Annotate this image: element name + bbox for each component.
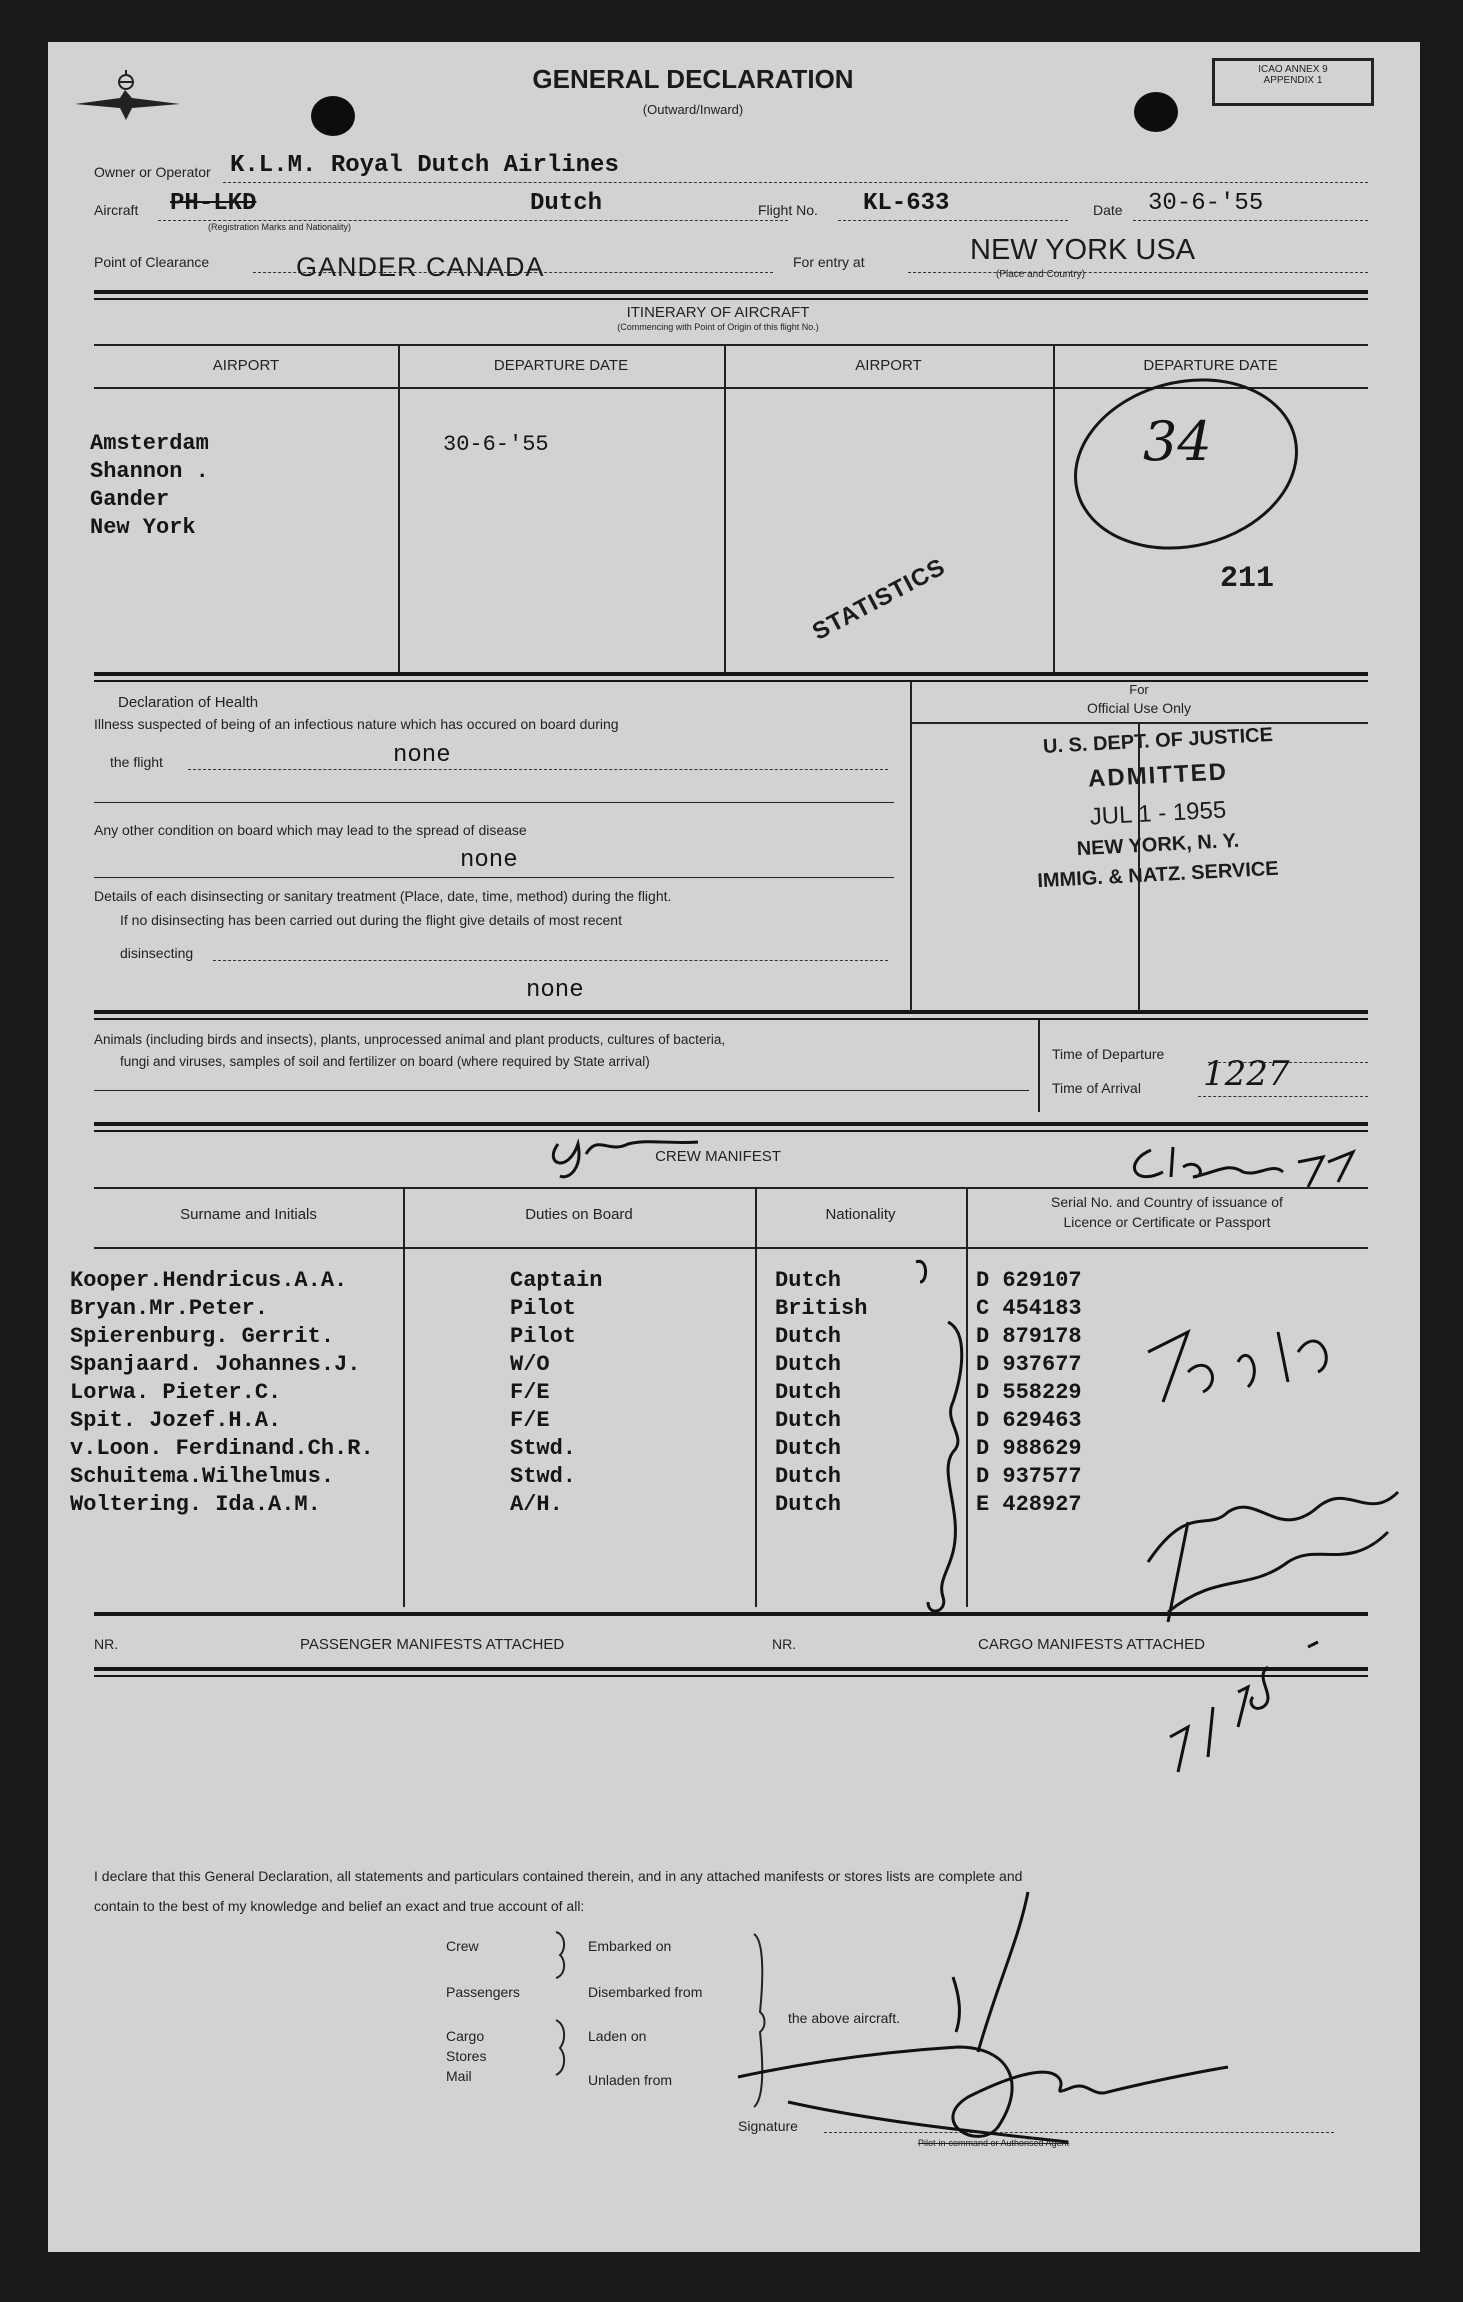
crew-cell-nationality: Dutch <box>775 1380 842 1405</box>
crew-cell-duty: F/E <box>510 1408 550 1433</box>
crew-cell-nationality: Dutch <box>775 1324 842 1349</box>
crew-cell-name: Lorwa. Pieter.C. <box>70 1380 282 1405</box>
passenger-nr-label: NR. <box>94 1636 119 1652</box>
animals-label: Animals (including birds and insects), plants, unprocessed animal and plant products, cultures of bacteria, <box>94 1032 726 1047</box>
itinerary-header-airport-2: AIRPORT <box>855 357 922 374</box>
health-title: Declaration of Health <box>118 694 259 711</box>
crew-cell-nationality: Dutch <box>775 1464 842 1489</box>
departure-time-label: Time of Departure <box>1052 1046 1165 1062</box>
crew-cell-serial: D 988629 <box>976 1436 1082 1461</box>
entry-sublabel: (Place and Country) <box>996 269 1085 280</box>
laden-item: Laden on <box>588 2028 647 2044</box>
admitted-stamp-line4: NEW YORK, N. Y. <box>1076 829 1240 861</box>
crew-cell-serial: D 629107 <box>976 1268 1082 1293</box>
clearance-label: Point of Clearance <box>94 254 210 270</box>
cargo-item: Cargo <box>446 2028 485 2044</box>
crew-cell-duty: F/E <box>510 1380 550 1405</box>
document-subtitle: (Outward/Inward) <box>642 102 744 117</box>
disembarked-item: Disembarked from <box>588 1984 703 2000</box>
itinerary-header-date-2: DEPARTURE DATE <box>1143 357 1278 374</box>
crew-cell-name: Schuitema.Wilhelmus. <box>70 1464 335 1489</box>
condition-label: Any other condition on board which may lead to the spread of disease <box>94 822 527 838</box>
date-value: 30-6-'55 <box>1148 190 1264 217</box>
admitted-stamp-line2: ADMITTED <box>1087 758 1229 793</box>
disinsect-label: Details of each disinsecting or sanitary treatment (Place, date, time, method) during the flight. <box>94 888 672 904</box>
aircraft-nationality: Dutch <box>530 190 603 217</box>
itinerary-airport-list <box>90 430 209 542</box>
crew-cell-name: Spanjaard. Johannes.J. <box>70 1352 361 1377</box>
crew-cell-duty: Stwd. <box>510 1436 577 1461</box>
crew-cell-serial: D 937577 <box>976 1464 1082 1489</box>
list-item: Amsterdam <box>90 431 209 456</box>
crew-cell-name: Spierenburg. Gerrit. <box>70 1324 335 1349</box>
owner-value: K.L.M. Royal Dutch Airlines <box>230 152 619 179</box>
crew-cell-duty: Pilot <box>510 1296 577 1321</box>
pilot-signature-icon <box>728 1882 1258 2162</box>
crew-header-duty: Duties on Board <box>525 1206 633 1223</box>
crew-header-name: Surname and Initials <box>180 1206 317 1223</box>
handwritten-date-icon <box>1158 1587 1358 1777</box>
aircraft-label: Aircraft <box>94 202 139 218</box>
crew-cell-name: Spit. Jozef.H.A. <box>70 1408 282 1433</box>
appendix-label: APPENDIX 1 <box>1263 75 1323 86</box>
crew-manifest-title: CREW MANIFEST <box>655 1148 781 1165</box>
list-item: New York <box>90 515 196 540</box>
crew-cell-serial: E 428927 <box>976 1492 1082 1517</box>
crew-cell-nationality: Dutch <box>775 1268 842 1293</box>
animals-label-2: fungi and viruses, samples of soil and fertilizer on board (where required by State arrival) <box>120 1054 650 1069</box>
entry-value: NEW YORK USA <box>970 234 1196 266</box>
crew-cell-serial: D 879178 <box>976 1324 1082 1349</box>
crew-cell-nationality: Dutch <box>775 1436 842 1461</box>
date-label: Date <box>1093 202 1123 218</box>
admitted-stamp-line5: IMMIG. & NATZ. SERVICE <box>1036 857 1280 893</box>
handwritten-closure-icon <box>1123 1132 1363 1202</box>
crew-cell-name: Woltering. Ida.A.M. <box>70 1492 321 1517</box>
flight-label: Flight No. <box>758 202 818 218</box>
crew-item: Crew <box>446 1938 479 1954</box>
admitted-stamp-date: JUL 1 - 1955 <box>1089 796 1227 831</box>
brace-left-icon <box>548 1930 578 2110</box>
crew-cell-duty: W/O <box>510 1352 550 1377</box>
aircraft-sublabel: (Registration Marks and Nationality) <box>208 222 352 232</box>
crew-cell-nationality: British <box>775 1296 868 1321</box>
passenger-manifests-label: PASSENGER MANIFESTS ATTACHED <box>300 1636 565 1653</box>
itinerary-subtitle: (Commencing with Point of Origin of this flight No.) <box>617 322 819 332</box>
crew-cell-serial: D 937677 <box>976 1352 1082 1377</box>
official-for: For <box>1129 682 1149 697</box>
illness-label: Illness suspected of being of an infectious nature which has occured on board during <box>94 716 619 732</box>
arrival-time-value: 1227 <box>1203 1054 1290 1094</box>
itinerary-number: 211 <box>1220 562 1275 596</box>
arrival-time-label: Time of Arrival <box>1052 1080 1141 1096</box>
crew-cell-serial: D 558229 <box>976 1380 1082 1405</box>
official-label: Official Use Only <box>1087 700 1191 716</box>
statistics-stamp: STATISTICS <box>808 553 950 646</box>
crew-cell-serial: D 629463 <box>976 1408 1082 1433</box>
above-aircraft-label: the above aircraft. <box>788 2010 901 2026</box>
crew-cell-name: v.Loon. Ferdinand.Ch.R. <box>70 1436 374 1461</box>
crew-cell-nationality: Dutch <box>775 1352 842 1377</box>
illness-value: none <box>393 742 451 769</box>
crew-cell-serial: C 454183 <box>976 1296 1082 1321</box>
crew-header-serial: Serial No. and Country of issuance of <box>1051 1194 1283 1210</box>
embarked-item: Embarked on <box>588 1938 672 1954</box>
admitted-stamp-line1: U. S. DEPT. OF JUSTICE <box>1042 723 1274 759</box>
clearance-value: GANDER CANADA <box>296 252 545 282</box>
itinerary-title: ITINERARY OF AIRCRAFT <box>626 304 810 321</box>
disinsect-label-2: If no disinsecting has been carried out during the flight give details of most recent <box>120 912 622 928</box>
crew-cell-duty: Captain <box>510 1268 603 1293</box>
declaration-text-1: I declare that this General Declaration, all statements and particulars contained therein, and in any attached manifests or stores lists are complete and <box>94 1868 1023 1884</box>
crew-cell-nationality: Dutch <box>775 1408 842 1433</box>
itinerary-header-airport-1: AIRPORT <box>212 357 280 374</box>
illness-label-2: the flight <box>110 754 163 770</box>
passengers-item: Passengers <box>446 1984 520 2000</box>
klm-logo-icon <box>70 68 190 128</box>
signature-label: Signature <box>738 2118 798 2134</box>
cargo-nr-label: NR. <box>772 1636 797 1652</box>
unladen-item: Unladen from <box>588 2072 673 2088</box>
crew-cell-duty: Stwd. <box>510 1464 577 1489</box>
crew-cell-duty: A/H. <box>510 1492 563 1517</box>
list-item: Shannon . <box>90 459 209 484</box>
mail-item: Mail <box>446 2068 472 2084</box>
general-declaration-document <box>48 42 1420 2252</box>
handwritten-initials-icon <box>538 1114 718 1184</box>
entry-label: For entry at <box>793 254 865 270</box>
punch-hole <box>1134 92 1178 132</box>
document-title: GENERAL DECLARATION <box>532 64 854 94</box>
cargo-manifests-label: CARGO MANIFESTS ATTACHED <box>978 1636 1205 1653</box>
crew-cell-duty: Pilot <box>510 1324 577 1349</box>
disinsect-value: none <box>526 977 584 1004</box>
annex-box <box>1212 58 1374 106</box>
stores-item: Stores <box>446 2048 487 2064</box>
annex-label: ICAO ANNEX 9 <box>1258 64 1328 75</box>
crew-cell-nationality: Dutch <box>775 1492 842 1517</box>
itinerary-header-date-1: DEPARTURE DATE <box>493 357 629 374</box>
crew-cell-name: Bryan.Mr.Peter. <box>70 1296 269 1321</box>
crew-header-nationality: Nationality <box>825 1206 896 1223</box>
list-item: Gander <box>90 487 170 512</box>
crew-cell-name: Kooper.Hendricus.A.A. <box>70 1268 348 1293</box>
crew-header-licence: Licence or Certificate or Passport <box>1063 1214 1271 1230</box>
disinsect-label-3: disinsecting <box>120 945 194 961</box>
aircraft-registration: PH-LKD <box>170 190 257 217</box>
flight-number: KL-633 <box>863 190 950 217</box>
condition-value: none <box>460 847 518 874</box>
circled-number: 34 <box>1143 410 1212 473</box>
itinerary-departure-date: 30-6-'55 <box>443 432 549 457</box>
signature-sublabel: Pilot-in-command or Authorised Agent <box>918 2138 1070 2148</box>
owner-label: Owner or Operator <box>94 164 211 180</box>
punch-hole <box>311 96 355 136</box>
handwritten-bracket-icon <box>898 1252 988 1652</box>
declaration-text-2: contain to the best of my knowledge and belief an exact and true account of all: <box>94 1898 585 1914</box>
